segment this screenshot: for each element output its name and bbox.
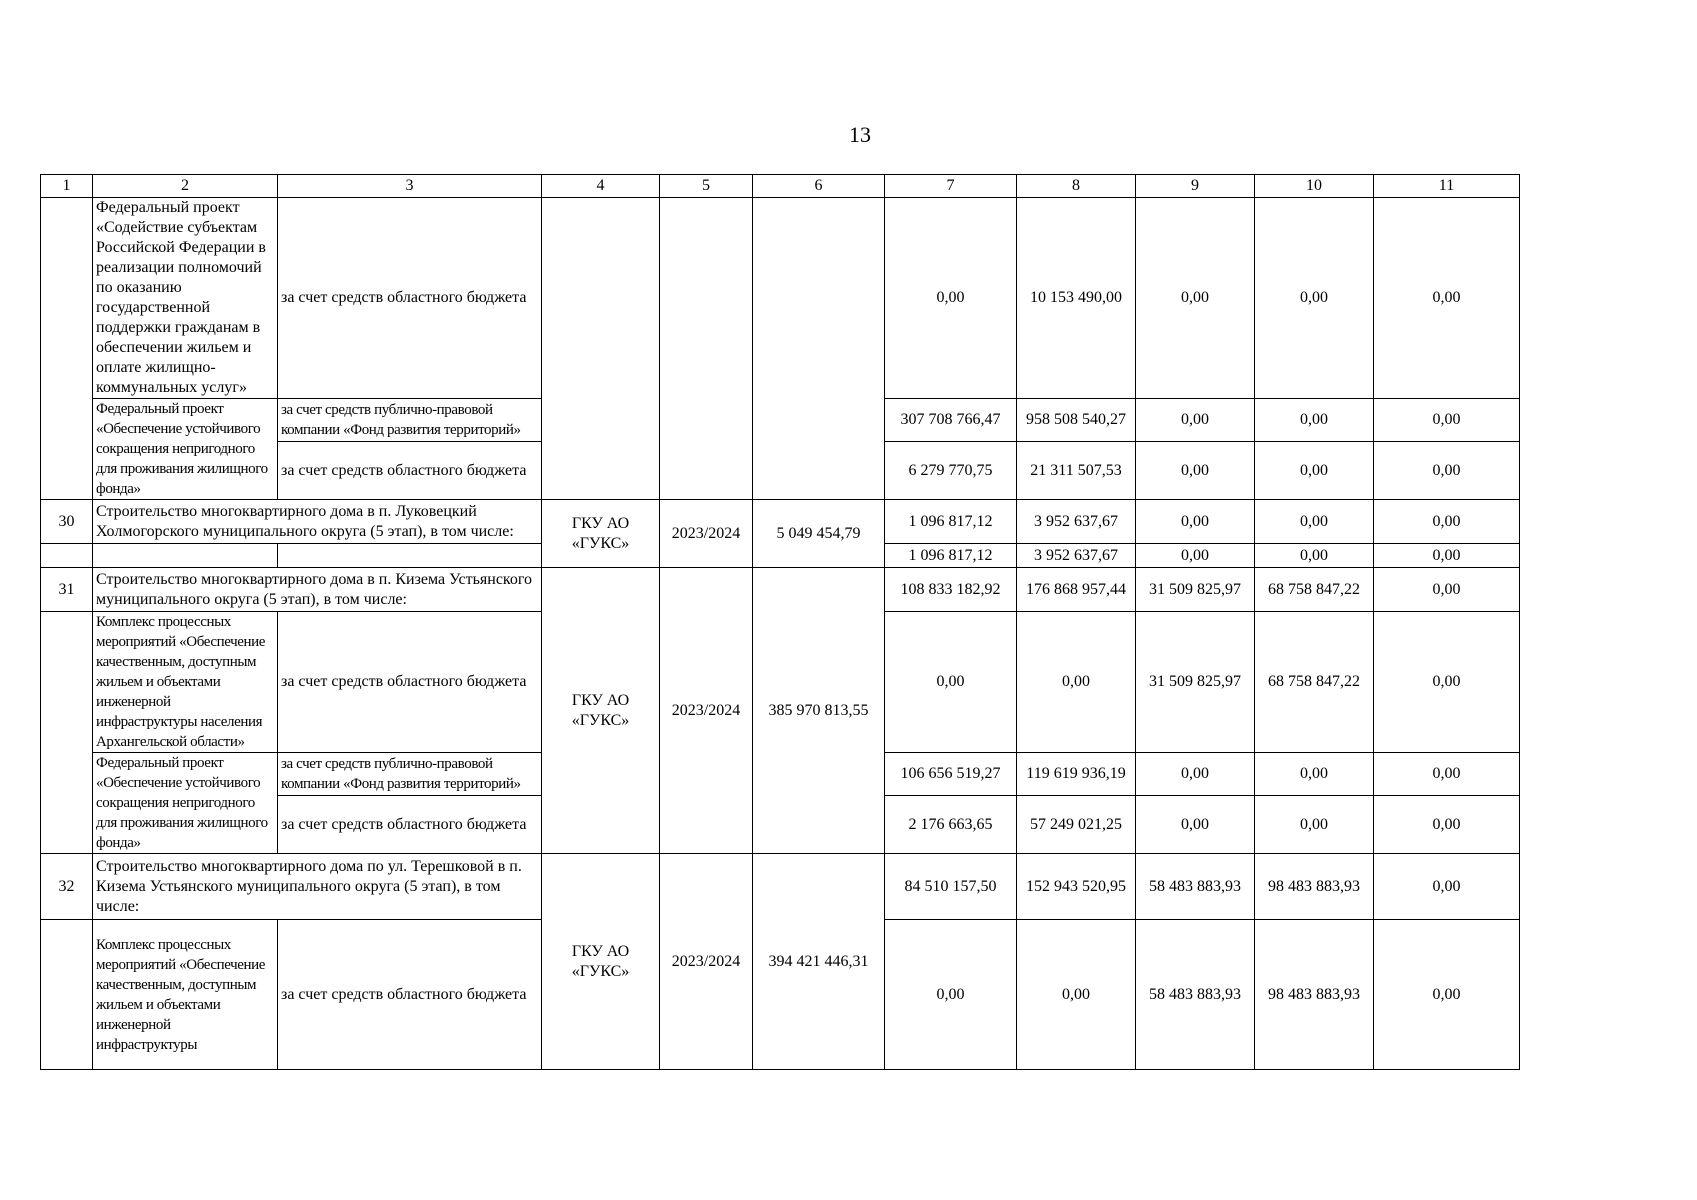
period-cell: 2023/2024 [660,854,753,1070]
value-cell: 98 483 883,93 [1255,854,1374,920]
period-cell [660,198,753,500]
object-title-cell: Строительство многоквартирного дома в п. Луковецкий Холмогорского муниципального округа (5 этап), в том числе: [93,500,542,544]
header-cell: 10 [1255,175,1374,198]
row-number-cell: 31 [41,568,93,612]
value-cell: 0,00 [1136,198,1255,399]
value-cell: 2 176 663,65 [885,796,1017,854]
header-cell: 1 [41,175,93,198]
value-cell: 0,00 [885,612,1017,753]
value-cell: 0,00 [1017,920,1136,1070]
value-cell: 84 510 157,50 [885,854,1017,920]
value-cell: 21 311 507,53 [1017,442,1136,500]
value-cell: 176 868 957,44 [1017,568,1136,612]
funding-source-cell: за счет средств областного бюджета [278,612,542,753]
cost-cell: 385 970 813,55 [753,568,885,854]
row-number-cell: 32 [41,854,93,920]
value-cell: 958 508 540,27 [1017,399,1136,442]
header-cell: 7 [885,175,1017,198]
object-title-cell: Строительство многоквартирного дома по ул. Терешковой в п. Кизема Устьянского муниципального округа (5 этап), в том числе: [93,854,542,920]
federal-project-cell: Федеральный проект «Обеспечение устойчивого сокращения непригодного для проживания жилищного фонда» [93,753,278,854]
value-cell: 1 096 817,12 [885,544,1017,568]
value-cell: 0,00 [1255,399,1374,442]
value-cell: 0,00 [1374,198,1520,399]
period-cell: 2023/2024 [660,500,753,568]
header-cell: 4 [542,175,660,198]
value-cell: 0,00 [1255,753,1374,796]
value-cell: 307 708 766,47 [885,399,1017,442]
value-cell: 0,00 [1136,500,1255,544]
header-cell: 9 [1136,175,1255,198]
period-cell: 2023/2024 [660,568,753,854]
value-cell: 108 833 182,92 [885,568,1017,612]
value-cell: 0,00 [1374,442,1520,500]
table-row [41,198,1520,399]
funding-source-cell: за счет средств областного бюджета [278,796,542,854]
agency-cell: ГКУ АО «ГУКС» [542,854,660,1070]
value-cell: 0,00 [885,920,1017,1070]
header-cell: 3 [278,175,542,198]
row-number-cell [41,198,93,500]
value-cell: 0,00 [1374,796,1520,854]
funding-source-cell: за счет средств публично-правовой компании «Фонд развития территорий» [278,399,542,442]
value-cell: 0,00 [1136,796,1255,854]
value-cell: 3 952 637,67 [1017,500,1136,544]
value-cell: 68 758 847,22 [1255,568,1374,612]
cost-cell: 394 421 446,31 [753,854,885,1070]
header-row [41,175,1520,198]
agency-cell: ГКУ АО «ГУКС» [542,500,660,568]
value-cell: 6 279 770,75 [885,442,1017,500]
funding-source-cell: за счет средств областного бюджета [278,442,542,500]
table-row [41,500,1520,544]
value-cell: 0,00 [1374,854,1520,920]
funding-source-cell: за счет средств публично-правовой компании «Фонд развития территорий» [278,753,542,796]
value-cell: 58 483 883,93 [1136,854,1255,920]
agency-cell [542,198,660,500]
value-cell: 0,00 [1374,399,1520,442]
value-cell: 68 758 847,22 [1255,612,1374,753]
empty-cell [93,544,278,568]
table-row [41,568,1520,612]
budget-table [40,174,1520,1070]
header-cell: 8 [1017,175,1136,198]
value-cell: 31 509 825,97 [1136,568,1255,612]
value-cell: 58 483 883,93 [1136,920,1255,1070]
value-cell: 0,00 [1136,753,1255,796]
value-cell: 0,00 [1374,544,1520,568]
value-cell: 0,00 [1374,920,1520,1070]
federal-project-cell: Федеральный проект «Обеспечение устойчивого сокращения непригодного для проживания жилищного фонда» [93,399,278,500]
value-cell: 106 656 519,27 [885,753,1017,796]
agency-cell: ГКУ АО «ГУКС» [542,568,660,854]
value-cell: 10 153 490,00 [1017,198,1136,399]
header-cell: 5 [660,175,753,198]
row-number-cell: 30 [41,500,93,544]
row-number-cell [41,544,93,568]
value-cell: 0,00 [1136,442,1255,500]
value-cell: 57 249 021,25 [1017,796,1136,854]
page-number: 13 [849,122,871,147]
value-cell: 3 952 637,67 [1017,544,1136,568]
value-cell: 0,00 [1374,500,1520,544]
value-cell: 0,00 [1255,796,1374,854]
header-cell: 2 [93,175,278,198]
value-cell: 0,00 [1255,500,1374,544]
complex-measures-cell: Комплекс процессных мероприятий «Обеспечение качественным, доступным жильем и объектами инженерной инфраструктуры населения Архангельской области» [93,612,278,753]
row-number-cell [41,920,93,1070]
cost-cell: 5 049 454,79 [753,500,885,568]
value-cell: 0,00 [1255,544,1374,568]
value-cell: 0,00 [1374,568,1520,612]
value-cell: 98 483 883,93 [1255,920,1374,1070]
object-title-cell: Строительство многоквартирного дома в п. Кизема Устьянского муниципального округа (5 этап), в том числе: [93,568,542,612]
value-cell: 1 096 817,12 [885,500,1017,544]
value-cell: 152 943 520,95 [1017,854,1136,920]
header-cell: 6 [753,175,885,198]
value-cell: 0,00 [1136,399,1255,442]
cost-cell [753,198,885,500]
federal-project-cell: Федеральный проект «Содействие субъектам Российской Федерации в реализации полномочий по оказанию государственной поддержки гражданам в обеспечении жильем и оплате жилищно-коммунальных услуг» [93,198,278,399]
row-number-cell [41,612,93,854]
value-cell: 31 509 825,97 [1136,612,1255,753]
value-cell: 0,00 [1017,612,1136,753]
funding-source-cell: за счет средств областного бюджета [278,198,542,399]
value-cell: 0,00 [1374,753,1520,796]
empty-cell [278,544,542,568]
funding-source-cell: за счет средств областного бюджета [278,920,542,1070]
value-cell: 0,00 [1255,198,1374,399]
value-cell: 0,00 [1136,544,1255,568]
header-cell: 11 [1374,175,1520,198]
table-row [41,854,1520,920]
value-cell: 0,00 [885,198,1017,399]
value-cell: 0,00 [1255,442,1374,500]
value-cell: 0,00 [1374,612,1520,753]
value-cell: 119 619 936,19 [1017,753,1136,796]
complex-measures-cell: Комплекс процессных мероприятий «Обеспечение качественным, доступным жильем и объектами инженерной инфраструктуры [93,920,278,1070]
